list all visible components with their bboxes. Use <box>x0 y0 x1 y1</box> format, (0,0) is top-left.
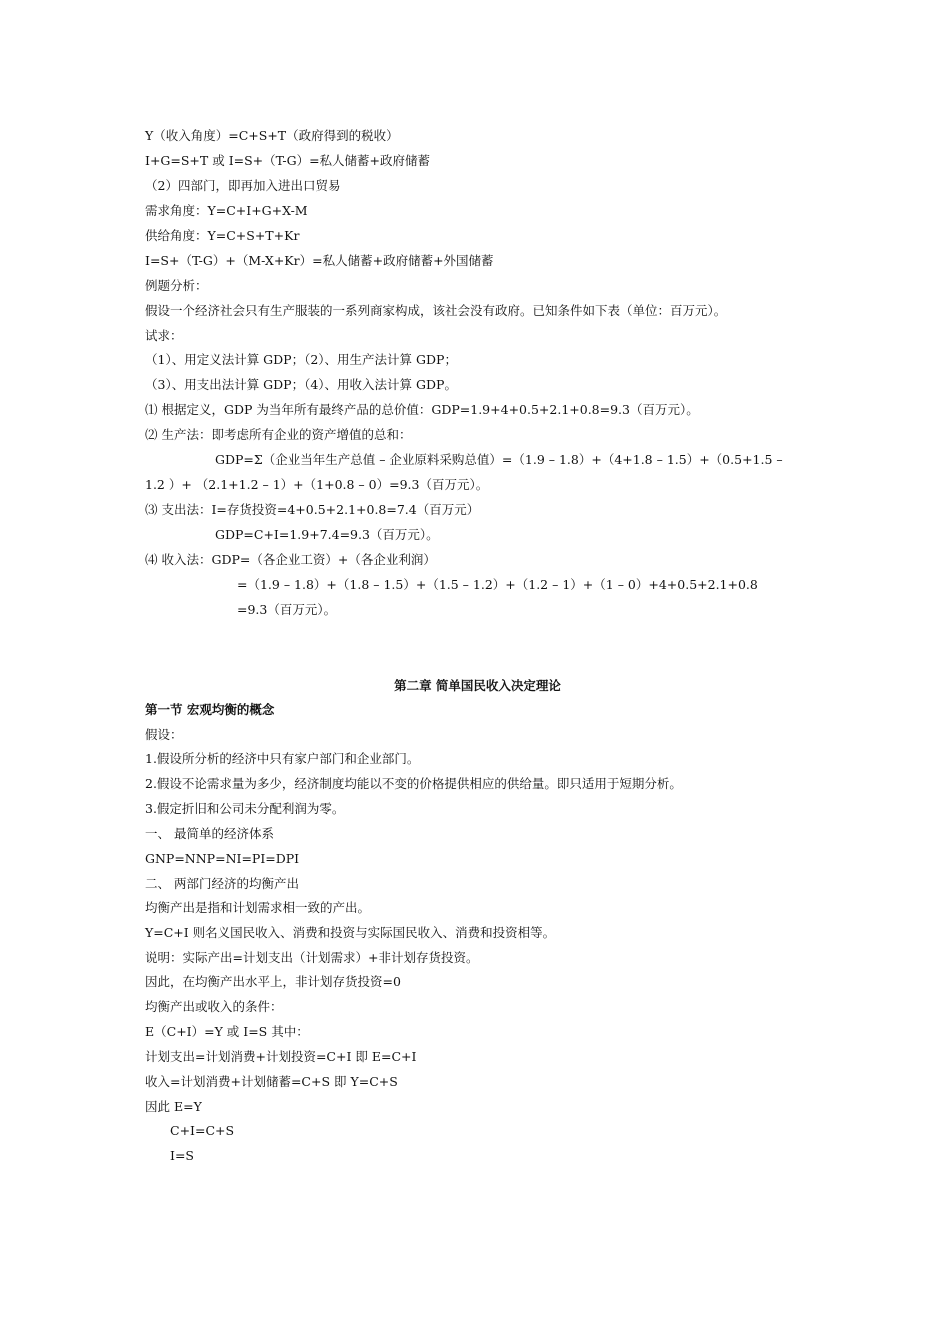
text-line: 需求角度：Y=C+I+G+X-M <box>145 203 308 218</box>
text-line: 均衡产出是指和计划需求相一致的产出。 <box>145 900 371 915</box>
text-line: 例题分析： <box>145 278 208 293</box>
text-line: （2）四部门，即再加入进出口贸易 <box>145 178 341 193</box>
text-line: GDP=Σ（企业当年生产总值 – 企业原料采购总值）=（1.9 – 1.8）+（4+1.8 – 1.5）+（0.5+1.5 – <box>215 452 783 467</box>
text-line: ⑵ 生产法：即考虑所有企业的资产增值的总和： <box>145 427 412 442</box>
text-line: 均衡产出或收入的条件： <box>145 999 283 1014</box>
text-line: ⑴ 根据定义，GDP 为当年所有最终产品的总价值：GDP=1.9+4+0.5+2.1+0.8=9.3（百万元）。 <box>145 402 699 417</box>
text-line: =（1.9 – 1.8）+（1.8 – 1.5）+（1.5 – 1.2）+（1.2 – 1）+（1 – 0）+4+0.5+2.1+0.8 <box>237 577 758 592</box>
text-line: E（C+I）=Y 或 I=S 其中： <box>145 1024 309 1039</box>
text-line: 一、 最简单的经济体系 <box>145 826 274 841</box>
text-line: I+G=S+T 或 I=S+（T-G）=私人储蓄+政府储蓄 <box>145 153 431 168</box>
text-line: ⑶ 支出法：I=存货投资=4+0.5+2.1+0.8=7.4（百万元） <box>145 502 480 517</box>
text-line: （3）、用支出法计算 GDP；（4）、用收入法计算 GDP。 <box>145 377 457 392</box>
text-line: Y（收入角度）=C+S+T（政府得到的税收） <box>145 128 399 143</box>
text-line: 因此 E=Y <box>145 1099 202 1114</box>
text-line: I=S+（T-G）+（M-X+Kr）=私人储蓄+政府储蓄+外国储蓄 <box>145 253 494 268</box>
text-line: 计划支出=计划消费+计划投资=C+I 即 E=C+I <box>145 1049 417 1064</box>
text-line: 2.假设不论需求量为多少，经济制度均能以不变的价格提供相应的供给量。即只适用于短期分析。 <box>145 776 682 791</box>
text-line: C+I=C+S <box>170 1123 235 1138</box>
text-line: 供给角度：Y=C+S+T+Kr <box>145 228 300 243</box>
text-line: GDP=C+I=1.9+7.4=9.3（百万元）。 <box>215 527 439 542</box>
chapter-title: 第二章 简单国民收入决定理论 <box>394 678 561 693</box>
text-line: （1）、用定义法计算 GDP；（2）、用生产法计算 GDP； <box>145 352 457 367</box>
text-line: 说明：实际产出=计划支出（计划需求）+非计划存货投资。 <box>145 950 479 965</box>
section-title: 第一节 宏观均衡的概念 <box>145 702 275 717</box>
text-line: GNP=NNP=NI=PI=DPI <box>145 851 300 866</box>
text-line: 1.假设所分析的经济中只有家户部门和企业部门。 <box>145 751 420 766</box>
text-line: 收入=计划消费+计划储蓄=C+S 即 Y=C+S <box>145 1074 398 1089</box>
text-line: 1.2 ）+ （2.1+1.2 – 1）+（1+0.8 – 0）=9.3（百万元）。 <box>145 477 489 492</box>
text-line: I=S <box>170 1148 194 1163</box>
text-line: 假设一个经济社会只有生产服装的一系列商家构成，该社会没有政府。已知条件如下表（单位：百万元）。 <box>145 303 727 318</box>
text-line: ⑷ 收入法：GDP=（各企业工资）+（各企业利润） <box>145 552 436 567</box>
text-line: Y=C+I 则名义国民收入、消费和投资与实际国民收入、消费和投资相等。 <box>145 925 556 940</box>
text-line: 假设： <box>145 727 183 742</box>
text-line: 试求： <box>145 328 183 343</box>
text-line: 因此，在均衡产出水平上，非计划存货投资=0 <box>145 974 401 989</box>
text-line: 3.假定折旧和公司未分配利润为零。 <box>145 801 345 816</box>
text-line: 二、 两部门经济的均衡产出 <box>145 876 299 891</box>
text-line: =9.3（百万元）。 <box>237 602 337 617</box>
